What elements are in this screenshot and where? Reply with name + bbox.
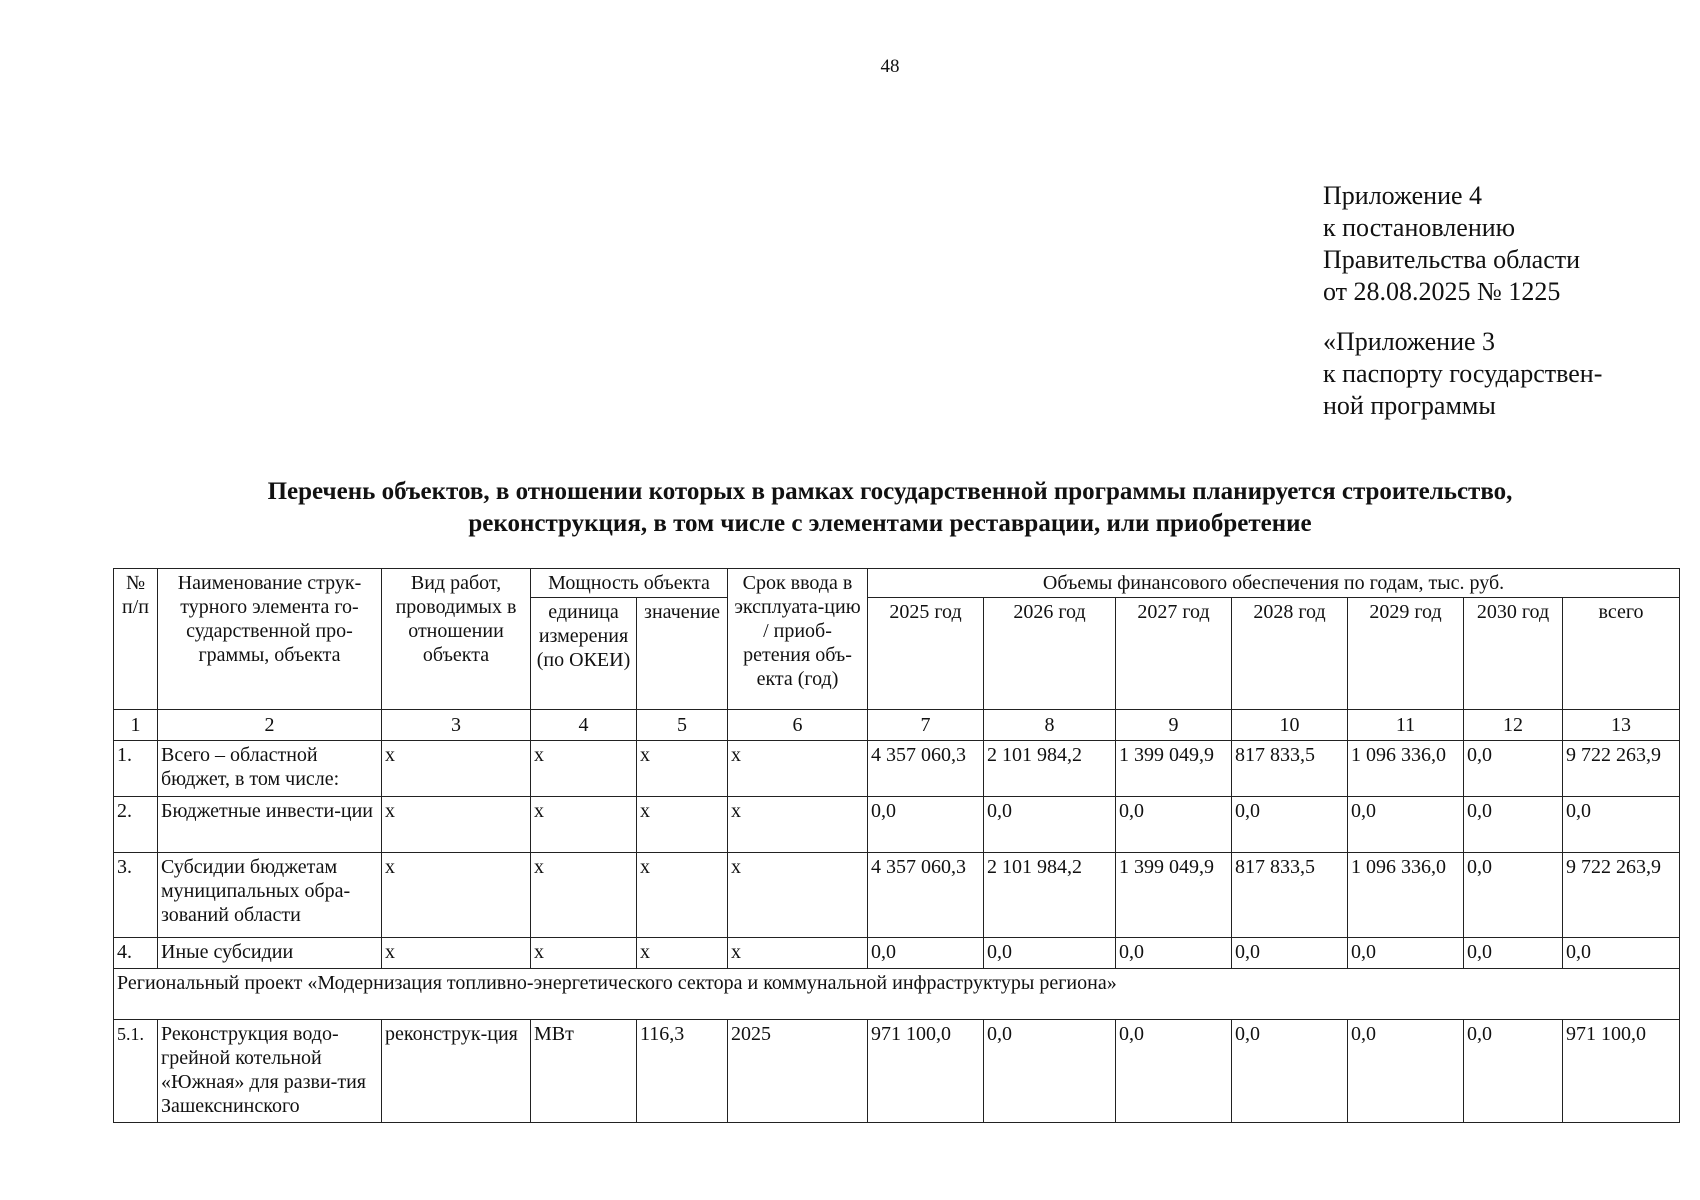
row-amount: 0,0 [984, 1020, 1116, 1123]
appendix-block [1323, 180, 1602, 422]
row-deadline: x [728, 797, 868, 853]
row-num: 4. [114, 938, 158, 969]
table-row [114, 938, 1680, 969]
row-amount: 0,0 [1563, 797, 1680, 853]
row-amount: 1 096 336,0 [1348, 853, 1464, 938]
table-row [114, 853, 1680, 938]
header-year: 2025 год [868, 598, 984, 710]
column-number: 1 [114, 710, 158, 741]
document-title [150, 476, 1630, 540]
header-year: 2027 год [1116, 598, 1232, 710]
column-number: 2 [158, 710, 382, 741]
row-amount: 4 357 060,3 [868, 853, 984, 938]
column-number: 12 [1464, 710, 1563, 741]
table-row [114, 797, 1680, 853]
column-number: 3 [382, 710, 531, 741]
column-number: 4 [531, 710, 637, 741]
row-deadline: 2025 [728, 1020, 868, 1123]
row-amount: 4 357 060,3 [868, 741, 984, 797]
appendix-line: Приложение 4 [1323, 181, 1483, 210]
appendix-line: от 28.08.2025 № 1225 [1323, 277, 1561, 306]
row-amount: 817 833,5 [1232, 741, 1348, 797]
row-unit: МВт [531, 1020, 637, 1123]
appendix-line: к паспорту государствен- [1323, 359, 1603, 388]
row-num: 3. [114, 853, 158, 938]
row-num: 1. [114, 741, 158, 797]
row-amount: 0,0 [1232, 797, 1348, 853]
row-amount: 0,0 [1563, 938, 1680, 969]
header-work-type: Вид работ, проводимых в отношении объекта [382, 569, 531, 710]
row-unit: x [531, 853, 637, 938]
row-name: Реконструкция водо-грейной котельной «Южная» для разви-тия Зашекснинского [158, 1020, 382, 1123]
row-amount: 2 101 984,2 [984, 741, 1116, 797]
row-value: x [637, 853, 728, 938]
header-num: № п/п [114, 569, 158, 710]
column-number: 7 [868, 710, 984, 741]
appendix-line: ной программы [1323, 391, 1496, 420]
row-amount: 0,0 [1464, 938, 1563, 969]
row-amount: 0,0 [868, 938, 984, 969]
header-year: 2028 год [1232, 598, 1348, 710]
row-work: x [382, 741, 531, 797]
header-financing: Объемы финансового обеспечения по годам, тыс. руб. [868, 569, 1680, 598]
column-number-row [114, 710, 1680, 741]
column-number: 9 [1116, 710, 1232, 741]
row-amount: 0,0 [1116, 1020, 1232, 1123]
row-value: 116,3 [637, 1020, 728, 1123]
row-amount: 9 722 263,9 [1563, 741, 1680, 797]
row-deadline: x [728, 853, 868, 938]
header-unit: единица измерения (по ОКЕИ) [531, 598, 637, 710]
row-name: Бюджетные инвести-ции [158, 797, 382, 853]
row-name: Субсидии бюджетам муниципальных обра-зований области [158, 853, 382, 938]
column-number: 11 [1348, 710, 1464, 741]
document-title-line-2: реконструкция, в том числе с элементами реставрации, или приобретение [468, 510, 1312, 537]
row-unit: x [531, 741, 637, 797]
column-number: 6 [728, 710, 868, 741]
row-work: x [382, 797, 531, 853]
row-amount: 0,0 [1348, 797, 1464, 853]
row-amount: 0,0 [868, 797, 984, 853]
column-number: 13 [1563, 710, 1680, 741]
row-work: x [382, 938, 531, 969]
row-amount: 971 100,0 [868, 1020, 984, 1123]
header-row [114, 569, 1680, 598]
row-value: x [637, 741, 728, 797]
row-amount: 2 101 984,2 [984, 853, 1116, 938]
row-amount: 0,0 [1348, 938, 1464, 969]
row-amount: 817 833,5 [1232, 853, 1348, 938]
row-num: 5.1. [114, 1020, 158, 1123]
row-name: Иные субсидии [158, 938, 382, 969]
row-amount: 1 096 336,0 [1348, 741, 1464, 797]
row-amount: 971 100,0 [1563, 1020, 1680, 1123]
project-row [114, 969, 1680, 1020]
appendix-line: к постановлению [1323, 213, 1516, 242]
column-number: 8 [984, 710, 1116, 741]
column-number: 5 [637, 710, 728, 741]
row-amount: 0,0 [1464, 1020, 1563, 1123]
header-deadline: Срок ввода в эксплуата-цию / приоб-ретения объ-екта (год) [728, 569, 868, 710]
row-amount: 0,0 [1232, 1020, 1348, 1123]
row-value: x [637, 938, 728, 969]
header-name: Наименование струк-турного элемента го-сударственной про-граммы, объекта [158, 569, 382, 710]
document-title-line-1: Перечень объектов, в отношении которых в рамках государственной программы планируется строительство, [267, 478, 1513, 505]
row-value: x [637, 797, 728, 853]
row-num: 2. [114, 797, 158, 853]
appendix-line: «Приложение 3 [1323, 327, 1496, 356]
row-work: реконструк-ция [382, 1020, 531, 1123]
row-amount: 0,0 [1116, 938, 1232, 969]
row-amount: 0,0 [1464, 797, 1563, 853]
row-deadline: x [728, 938, 868, 969]
row-amount: 0,0 [984, 797, 1116, 853]
row-work: x [382, 853, 531, 938]
regional-project-title: Региональный проект «Модернизация топливно-энергетического сектора и коммунальной инфраструктуры региона» [114, 969, 1680, 1020]
row-amount: 0,0 [1348, 1020, 1464, 1123]
row-amount: 0,0 [1116, 797, 1232, 853]
appendix-line: Правительства области [1323, 245, 1581, 274]
header-total: всего [1563, 598, 1680, 710]
column-number: 10 [1232, 710, 1348, 741]
row-unit: x [531, 938, 637, 969]
header-year: 2029 год [1348, 598, 1464, 710]
row-unit: x [531, 797, 637, 853]
row-deadline: x [728, 741, 868, 797]
page-number: 48 [880, 56, 900, 77]
header-capacity: Мощность объекта [531, 569, 728, 598]
row-amount: 0,0 [984, 938, 1116, 969]
row-amount: 9 722 263,9 [1563, 853, 1680, 938]
row-amount: 0,0 [1232, 938, 1348, 969]
table-row [114, 741, 1680, 797]
row-amount: 0,0 [1464, 741, 1563, 797]
row-amount: 0,0 [1464, 853, 1563, 938]
row-name: Всего – областной бюджет, в том числе: [158, 741, 382, 797]
table-row [114, 1020, 1680, 1123]
objects-table [113, 568, 1680, 1123]
row-amount: 1 399 049,9 [1116, 741, 1232, 797]
row-amount: 1 399 049,9 [1116, 853, 1232, 938]
header-year: 2026 год [984, 598, 1116, 710]
header-value: значение [637, 598, 728, 710]
header-year: 2030 год [1464, 598, 1563, 710]
